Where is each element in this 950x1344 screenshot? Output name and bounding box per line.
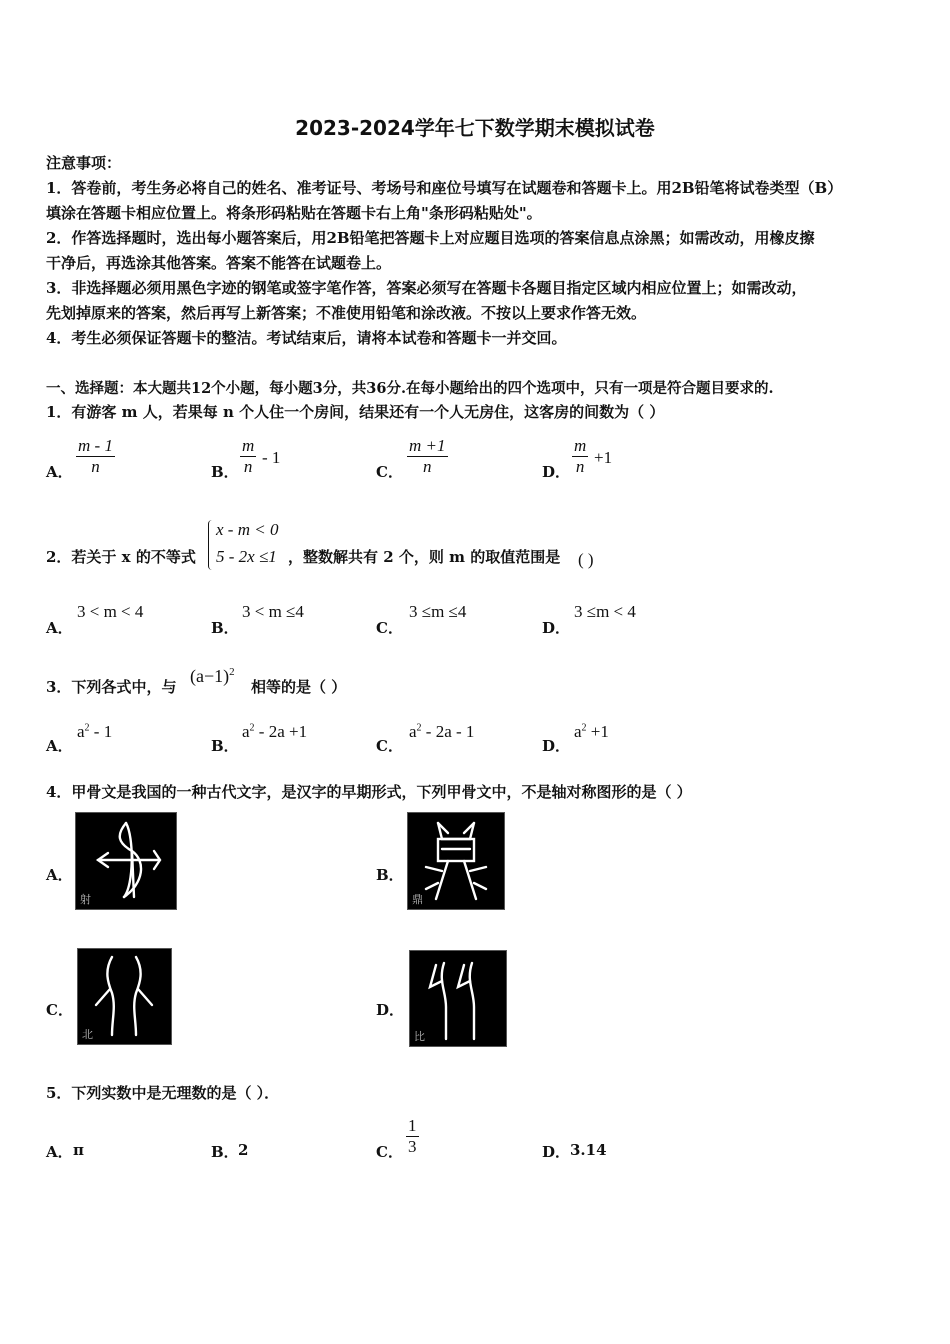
page-title: 2023-2024学年七下数学期末模拟试卷 [295, 116, 655, 140]
q2-inequality-2: 5 - 2x ≤1 [216, 547, 277, 566]
q5-option-c-label[interactable]: C． [376, 1143, 403, 1161]
q1-option-a-fraction: $\frac{m - 1}{n}$ [78, 436, 113, 476]
question-1-stem: 1．有游客 m 人，若果每 n 个人住一个房间，结果还有一个人无房住，这客房的间数为（ ） [46, 403, 665, 421]
glyph-caption-b: 鼎 [412, 893, 423, 906]
q1-option-b-fraction: $\frac{m}{n}$ [242, 436, 255, 476]
q1-option-b-tail: - 1 [262, 448, 281, 467]
q1-option-a-label[interactable]: A． [46, 463, 73, 481]
q4-option-a-label[interactable]: A． [46, 866, 73, 884]
q1-option-d-fraction: $\frac{m}{n}$ [574, 436, 587, 476]
question-2-suffix: ，整数解共有 2 个，则 m 的取值范围是 [288, 548, 561, 566]
q3-option-c-label[interactable]: C． [376, 737, 403, 755]
question-2-prefix: 2．若关于 x 的不等式 [46, 548, 196, 566]
q2-answer-paren: ( ) [578, 550, 594, 569]
notice-line: 1．答卷前，考生务必将自己的姓名、准考证号、考场号和座位号填写在试题卷和答题卡上。用2B铅笔将试卷类型（B） [46, 179, 843, 197]
q2-inequality-1: x - m < 0 [216, 520, 279, 539]
q5-option-a-label[interactable]: A． [46, 1143, 73, 1161]
q2-option-a-label[interactable]: A． [46, 619, 73, 637]
notice-line: 2．作答选择题时，选出每小题答案后，用2B铅笔把答题卡上对应题目选项的答案信息点涂黑；如需改动，用橡皮擦 [46, 229, 815, 247]
oracle-glyph-bei-image[interactable] [77, 948, 172, 1045]
notice-line: 3．非选择题必须用黑色字迹的钢笔或签字笔作答，答案必须写在答题卡各题目指定区域内相应位置上；如需改动， [46, 279, 807, 297]
q3-option-d-label[interactable]: D． [542, 737, 571, 755]
oracle-glyph-ding-image[interactable] [407, 812, 505, 910]
q4-option-c-label[interactable]: C． [46, 1001, 73, 1019]
question-3-suffix: 相等的是（ ） [251, 678, 347, 696]
q3-option-c: $a^2 - 2a - 1$ [409, 722, 475, 741]
glyph-caption-d: 比 [414, 1030, 425, 1043]
q3-option-b: $a^2 - 2a +1$ [242, 722, 308, 741]
q1-option-d-label[interactable]: D． [542, 463, 571, 481]
q4-option-b-label[interactable]: B． [376, 866, 404, 884]
q2-option-b: 3 < m ≤4 [242, 602, 304, 621]
oracle-glyph-bi-image[interactable] [409, 950, 507, 1047]
system-brace [208, 520, 215, 570]
q2-option-d: 3 ≤m < 4 [574, 602, 636, 621]
q4-option-d-label[interactable]: D． [376, 1001, 405, 1019]
q1-option-d-tail: +1 [594, 448, 613, 467]
notice-line: 干净后，再选涂其他答案。答案不能答在试题卷上。 [46, 254, 392, 272]
glyph-caption-a: 射 [80, 893, 91, 906]
q3-option-a: $a^2 - 1$ [77, 722, 113, 741]
q3-option-a-label[interactable]: A． [46, 737, 73, 755]
question-3-prefix: 3．下列各式中，与 [46, 678, 177, 696]
q3-expression: $(a-1)^2$ [190, 666, 235, 686]
glyph-caption-c: 北 [82, 1028, 93, 1041]
q3-option-d: $a^2 +1$ [574, 722, 609, 741]
section-heading: 一、选择题：本大题共12个小题，每小题3分，共36分.在每小题给出的四个选项中，只有一项是符合题目要求的. [46, 380, 774, 397]
notice-line: 4．考生必须保证答题卡的整洁。考试结束后，请将本试卷和答题卡一并交回。 [46, 329, 567, 347]
q1-option-c-label[interactable]: C． [376, 463, 403, 481]
q5-option-c-fraction: $\frac{1}{3}$ [408, 1116, 417, 1156]
notice-heading: 注意事项： [46, 154, 122, 172]
q5-option-a: π [73, 1141, 84, 1159]
q2-option-b-label[interactable]: B． [211, 619, 239, 637]
oracle-glyph-she-image[interactable] [75, 812, 177, 910]
question-4-stem: 4．甲骨文是我国的一种古代文字，是汉字的早期形式，下列甲骨文中，不是轴对称图形的是（ ） [46, 783, 692, 801]
q1-option-b-label[interactable]: B． [211, 463, 239, 481]
bow-arrow-glyph-icon [76, 813, 176, 909]
q5-option-b: 2 [238, 1141, 249, 1159]
q2-option-d-label[interactable]: D． [542, 619, 571, 637]
q5-option-b-label[interactable]: B． [211, 1143, 239, 1161]
q2-option-c: 3 ≤m ≤4 [409, 602, 467, 621]
q1-option-c-fraction: $\frac{m +1}{n}$ [409, 436, 446, 476]
notice-line: 先划掉原来的答案，然后再写上新答案；不准使用铅笔和涂改液。不按以上要求作答无效。 [46, 304, 647, 322]
question-5-stem: 5．下列实数中是无理数的是（ ）． [46, 1084, 280, 1102]
q2-option-a: 3 < m < 4 [77, 602, 144, 621]
q3-option-b-label[interactable]: B． [211, 737, 239, 755]
q5-option-d: 3.14 [570, 1141, 607, 1159]
q2-option-c-label[interactable]: C． [376, 619, 403, 637]
q5-option-d-label[interactable]: D． [542, 1143, 571, 1161]
notice-line: 填涂在答题卡相应位置上。将条形码粘贴在答题卡右上角"条形码粘贴处"。 [46, 204, 542, 222]
